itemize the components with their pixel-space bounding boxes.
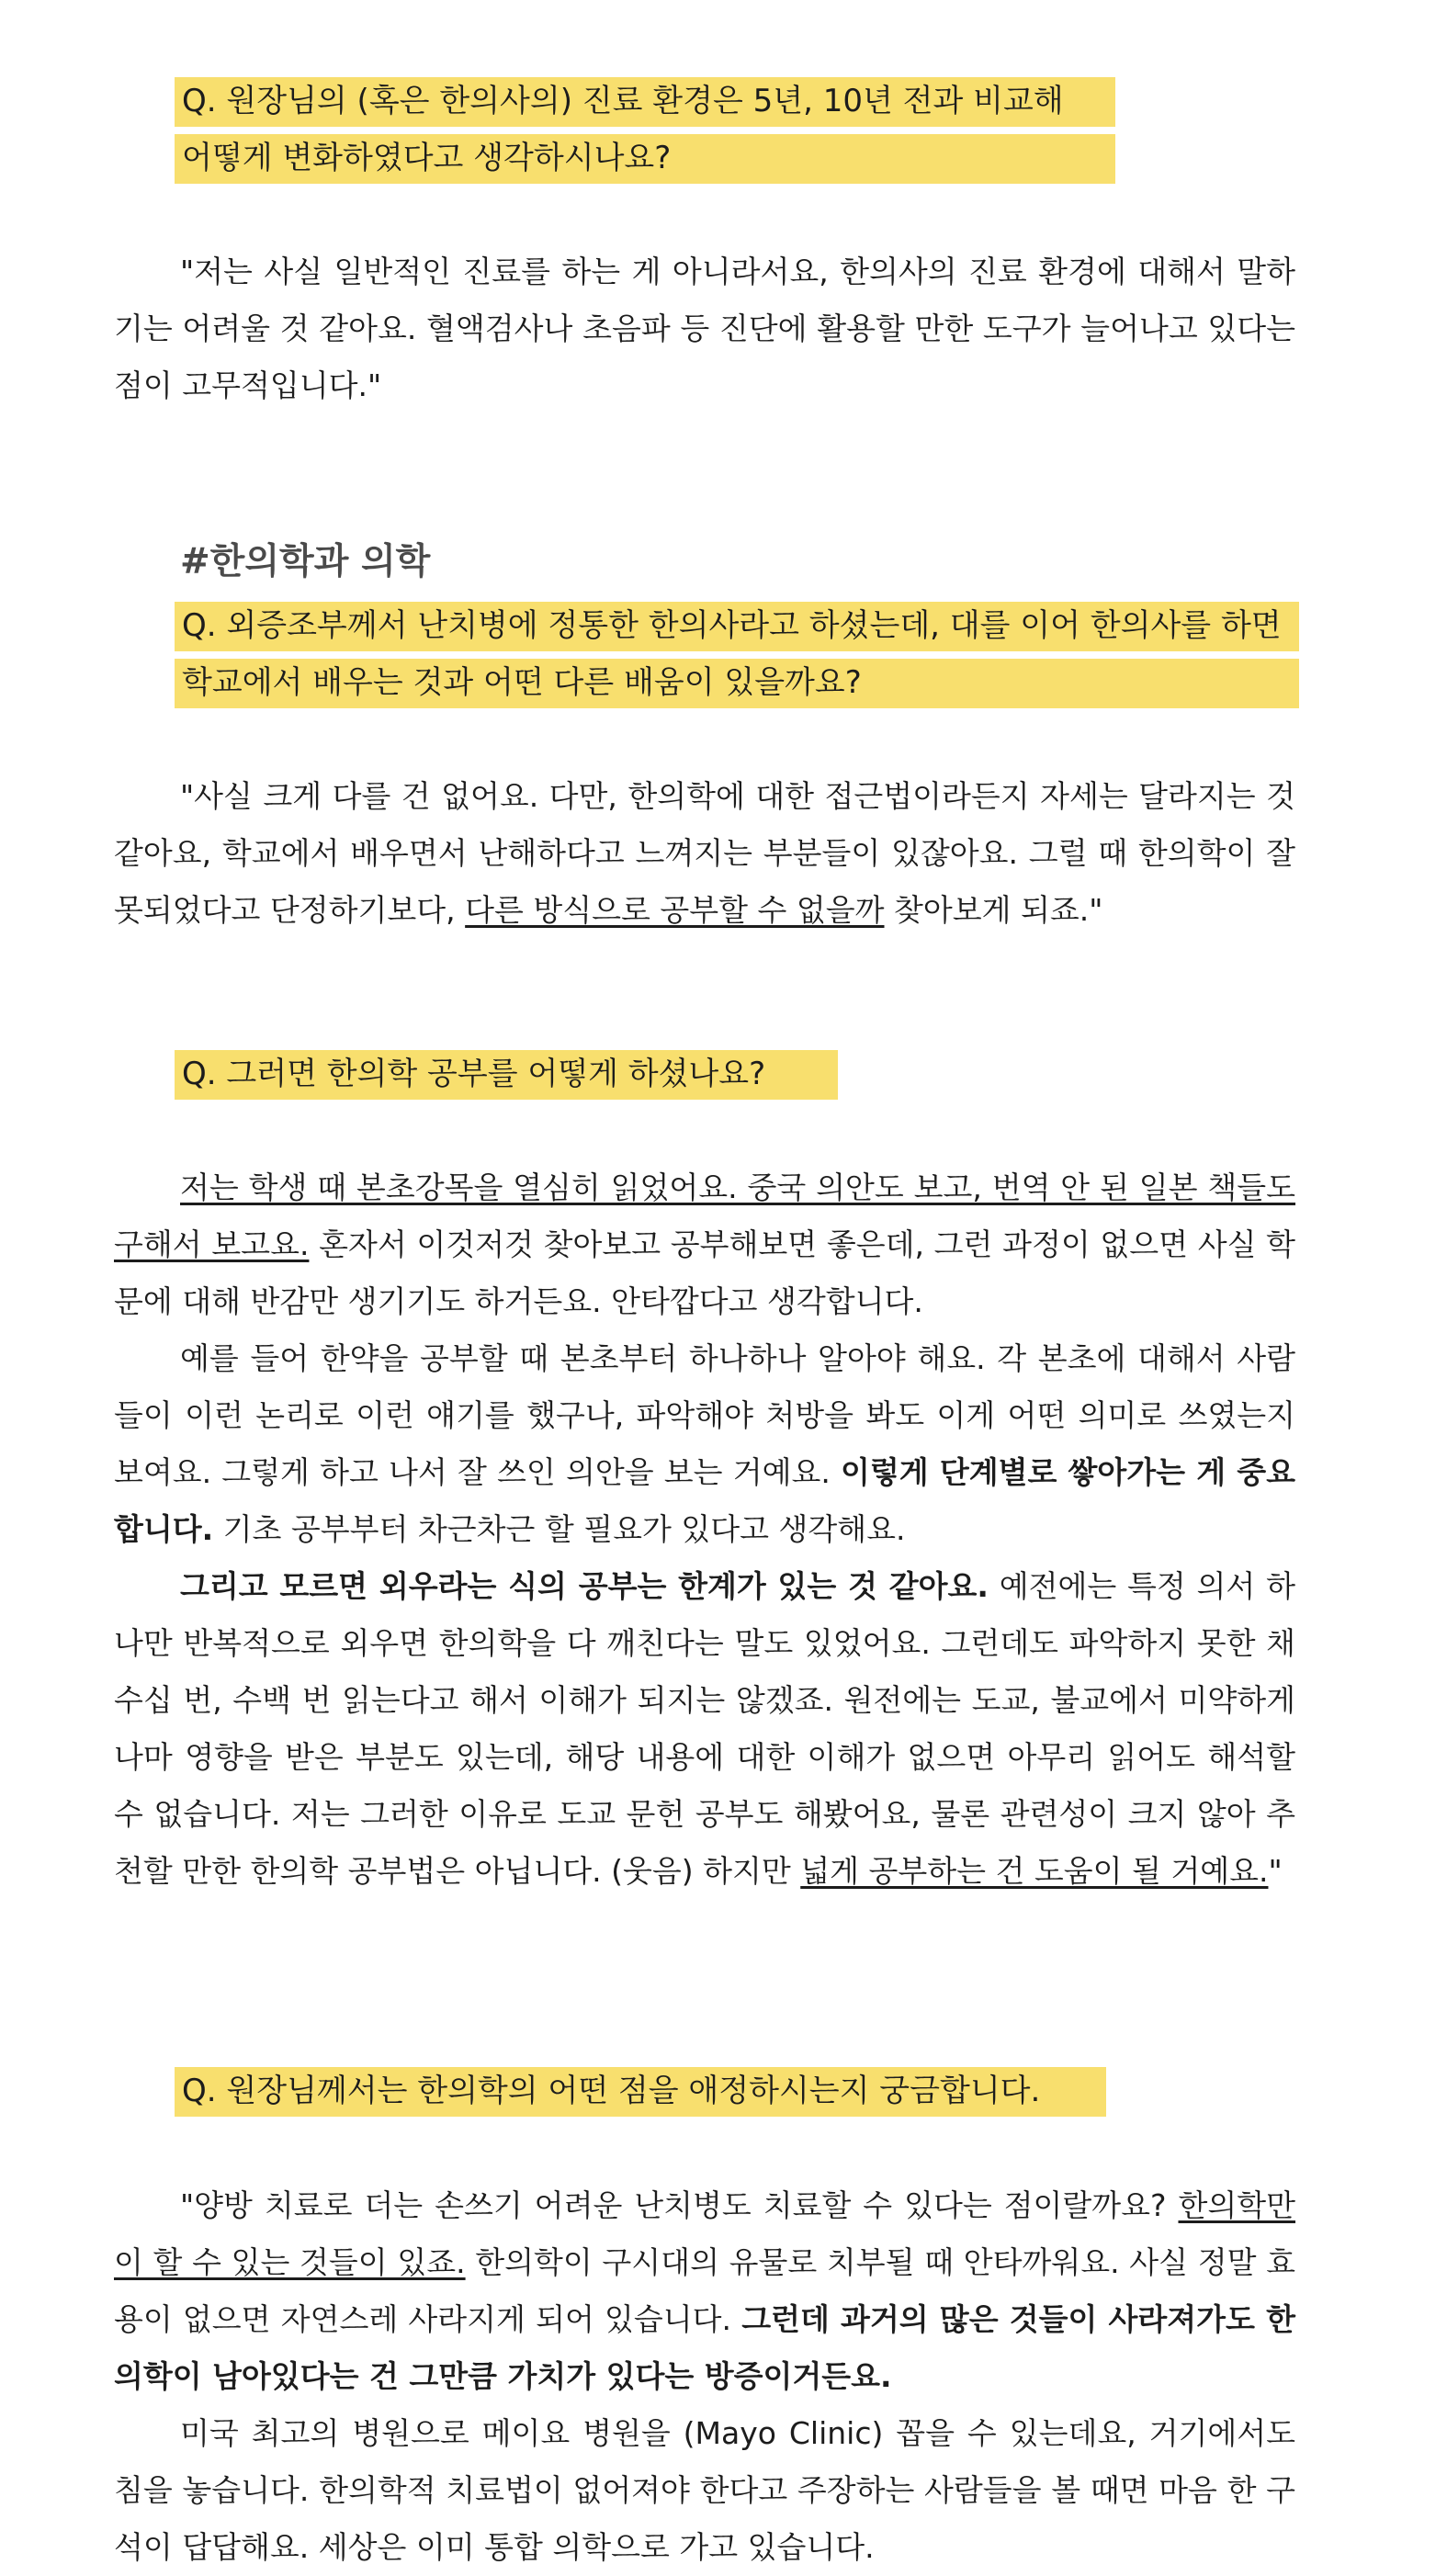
question-2-line-2: 학교에서 배우는 것과 어떤 다른 배움이 있을까요? (175, 659, 1299, 708)
answer-3-text-2: 예를 들어 한약을 공부할 때 본초부터 하나하나 알아야 해요. 각 본초에 대해서 사람들이 이런 논리로 이런 얘기를 했구나, 파악해야 처방을 봐도 이게 어떤 의미로 쓰였는지 보여요. 그렇게 하고 나서 잘 쓰인 의안을 보는 거예요. (114, 1340, 1295, 1490)
question-1-line-2: 어떻게 변화하였다고 생각하시나요? (175, 134, 1115, 184)
answer-3-bold-1: 이렇게 단계별로 쌓아가는 게 중요합니다. (114, 1454, 1296, 1547)
answer-4-text-1: "양방 치료로 더는 손쓰기 어려운 난치병도 치료할 수 있다는 점이랄까요? (180, 2187, 1179, 2223)
answer-4-text-2: 한의학이 구시대의 유물로 치부될 때 안타까워요. 사실 정말 효용이 없으면 자연스레 사라지게 되어 있습니다. (114, 2244, 1295, 2337)
answer-3-text-4: 예전에는 특정 의서 하나만 반복적으로 외우면 한의학을 다 깨친다는 말도 있었어요. 그런데도 파악하지 못한 채 수십 번, 수백 번 읽는다고 해서 이해가 되지는 않겠죠. 원전에는 도교, 불교에서 미약하게나마 영향을 받은 부분도 있는데, 해당 내용에 대한 이해가 없으면 아무리 읽어도 해석할 수 없습니다. 저는 그러한 이유로 도교 문헌 공부도 해봤어요, 물론 관련성이 크지 않아 추천할 만한 한의학 공부법은 아닙니다. (웃음) 하지만 (114, 1568, 1295, 1889)
answer-3-underline-1: 저는 학생 때 본초강목을 열심히 읽었어요. 중국 의안도 보고, 번역 안 된 일본 책들도 구해서 보고요. (114, 1169, 1295, 1262)
question-2-line-1: Q. 외증조부께서 난치병에 정통한 한의사라고 하셨는데, 대를 이어 한의사를 하면 (175, 602, 1299, 651)
answer-2-text-b: 찾아보게 되죠." (884, 892, 1103, 928)
answer-4-paragraph-2 (114, 2405, 1295, 2576)
question-4: Q. 원장님께서는 한의학의 어떤 점을 애정하시는지 궁금합니다. (175, 2067, 1106, 2117)
answer-3-paragraph-1 (114, 1159, 1295, 1330)
answer-4-underline: 한의학만이 할 수 있는 것들이 있죠. (114, 2187, 1295, 2280)
answer-2-underline: 다른 방식으로 공부할 수 없을까 (465, 892, 885, 928)
answer-2-text-a: "사실 크게 다를 건 없어요. 다만, 한의학에 대한 접근법이라든지 자세는 달라지는 것 같아요, 학교에서 배우면서 난해하다고 느껴지는 부분들이 있잖아요. 그럴 때 한의학이 잘못되었다고 단정하기보다, (114, 778, 1295, 928)
answer-2-paragraph (114, 768, 1295, 939)
question-3: Q. 그러면 한의학 공부를 어떻게 하셨나요? (175, 1050, 838, 1100)
answer-3-bold-2: 그리고 모르면 외우라는 식의 공부는 한계가 있는 것 같아요. (180, 1568, 989, 1604)
section-heading: #한의학과 의학 (180, 541, 431, 582)
answer-3-paragraph-3 (114, 1558, 1295, 1900)
answer-4-bold: 그런데 과거의 많은 것들이 사라져가도 한의학이 남아있다는 건 그만큼 가치가 있다는 방증이거든요. (114, 2301, 1295, 2394)
question-1-line-1: Q. 원장님의 (혹은 한의사의) 진료 환경은 5년, 10년 전과 비교해 (175, 77, 1115, 127)
answer-3-text-1: 혼자서 이것저것 찾아보고 공부해보면 좋은데, 그런 과정이 없으면 사실 학문에 대해 반감만 생기기도 하거든요. 안타깝다고 생각합니다. (114, 1226, 1295, 1319)
answer-3-paragraph-2 (114, 1330, 1295, 1558)
answer-3-text-3: 기초 공부부터 차근차근 할 필요가 있다고 생각해요. (213, 1511, 906, 1547)
answer-4-text-3: 미국 최고의 병원으로 메이요 병원을 (Mayo Clinic) 꼽을 수 있는데요, 거기에서도 침을 놓습니다. 한의학적 치료법이 없어져야 한다고 주장하는 사람들을 볼 때면 마음 한 구석이 답답해요. 세상은 이미 통합 의학으로 가고 있습니다. (114, 2415, 1295, 2565)
answer-3-closing-quote: " (1268, 1853, 1283, 1889)
answer-4-paragraph-1 (114, 2177, 1295, 2405)
answer-1-text: "저는 사실 일반적인 진료를 하는 게 아니라서요, 한의사의 진료 환경에 대해서 말하기는 어려울 것 같아요. 혈액검사나 초음파 등 진단에 활용할 만한 도구가 늘어나고 있다는 점이 고무적입니다." (114, 254, 1295, 403)
answer-1-paragraph (114, 243, 1295, 414)
answer-3-underline-2: 넓게 공부하는 건 도움이 될 거예요. (800, 1853, 1269, 1889)
